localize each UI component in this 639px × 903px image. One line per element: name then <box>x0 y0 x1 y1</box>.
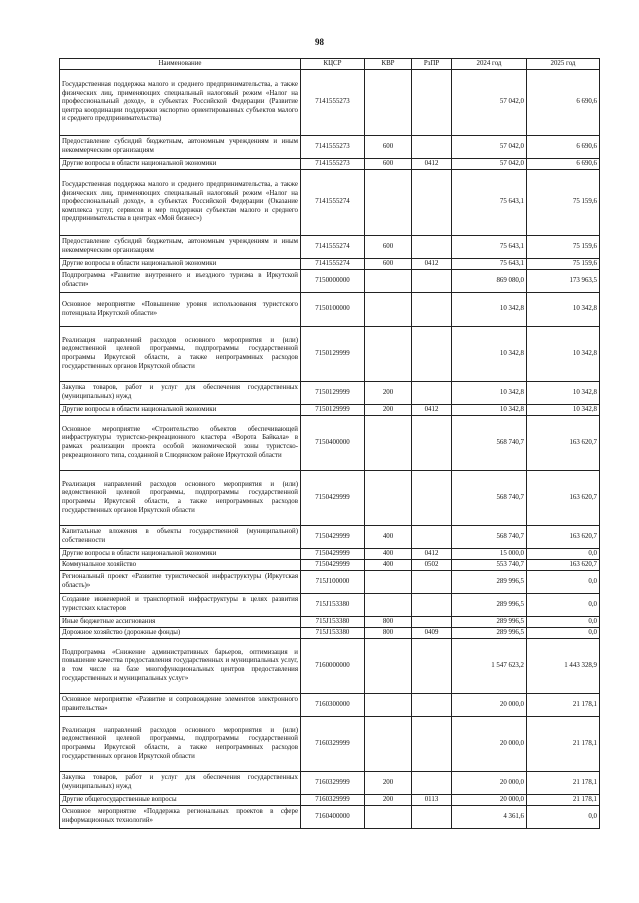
row-kvr: 200 <box>365 795 412 806</box>
table-row <box>60 639 600 694</box>
row-kcsr: 7160300000 <box>301 694 365 717</box>
row-name: Закупка товаров, работ и услуг для обеспечения государственных (муниципальных) нужд <box>60 382 301 405</box>
row-value-2025: 75 159,6 <box>527 170 600 236</box>
row-kcsr: 715J153380 <box>301 617 365 628</box>
row-kcsr: 7141555273 <box>301 70 365 136</box>
row-kvr <box>365 639 412 694</box>
row-value-2025: 0,0 <box>527 628 600 639</box>
row-rzpr <box>412 70 452 136</box>
row-rzpr: 0412 <box>412 549 452 560</box>
row-kvr: 600 <box>365 259 412 270</box>
row-value-2024: 57 042,0 <box>452 136 527 159</box>
row-kvr: 600 <box>365 136 412 159</box>
row-kvr <box>365 717 412 772</box>
row-kvr: 200 <box>365 772 412 795</box>
row-kvr: 400 <box>365 526 412 549</box>
row-kcsr: 7150129999 <box>301 382 365 405</box>
row-value-2025: 0,0 <box>527 571 600 594</box>
table-row <box>60 159 600 170</box>
column-header-kcsr: КЦСР <box>301 59 365 70</box>
row-rzpr: 0412 <box>412 259 452 270</box>
table-row <box>60 617 600 628</box>
row-value-2024: 57 042,0 <box>452 159 527 170</box>
row-value-2025: 10 342,8 <box>527 327 600 382</box>
row-rzpr <box>412 594 452 617</box>
table-row <box>60 694 600 717</box>
row-rzpr: 0113 <box>412 795 452 806</box>
row-kcsr: 7150400000 <box>301 416 365 471</box>
row-rzpr <box>412 416 452 471</box>
row-rzpr <box>412 526 452 549</box>
row-rzpr <box>412 170 452 236</box>
row-rzpr <box>412 571 452 594</box>
row-rzpr: 0412 <box>412 159 452 170</box>
row-value-2025: 10 342,8 <box>527 382 600 405</box>
table-row <box>60 327 600 382</box>
row-kcsr: 7160329999 <box>301 772 365 795</box>
row-kvr <box>365 694 412 717</box>
table-row <box>60 549 600 560</box>
row-kvr: 200 <box>365 405 412 416</box>
row-name: Основное мероприятие «Повышение уровня использования туристского потенциала Иркутской области» <box>60 293 301 327</box>
row-value-2024: 20 000,0 <box>452 795 527 806</box>
row-value-2024: 289 996,5 <box>452 628 527 639</box>
row-value-2024: 289 996,5 <box>452 571 527 594</box>
row-rzpr <box>412 327 452 382</box>
row-kvr <box>365 571 412 594</box>
row-kvr <box>365 594 412 617</box>
row-value-2025: 75 159,6 <box>527 259 600 270</box>
row-value-2025: 163 620,7 <box>527 416 600 471</box>
row-kcsr: 7150429999 <box>301 471 365 526</box>
row-kcsr: 7160329999 <box>301 795 365 806</box>
row-kvr <box>365 270 412 293</box>
row-value-2024: 568 740,7 <box>452 416 527 471</box>
row-value-2025: 0,0 <box>527 617 600 628</box>
row-value-2024: 75 643,1 <box>452 259 527 270</box>
table-row <box>60 594 600 617</box>
row-value-2024: 20 000,0 <box>452 694 527 717</box>
row-kvr: 400 <box>365 549 412 560</box>
row-value-2024: 75 643,1 <box>452 170 527 236</box>
row-name: Другие вопросы в области национальной экономики <box>60 405 301 416</box>
row-kvr <box>365 170 412 236</box>
row-rzpr <box>412 471 452 526</box>
table-row <box>60 170 600 236</box>
row-name: Другие вопросы в области национальной экономики <box>60 549 301 560</box>
row-value-2025: 21 178,1 <box>527 795 600 806</box>
budget-table <box>59 58 600 829</box>
row-value-2024: 568 740,7 <box>452 526 527 549</box>
row-value-2024: 568 740,7 <box>452 471 527 526</box>
row-rzpr <box>412 694 452 717</box>
row-value-2025: 0,0 <box>527 806 600 829</box>
row-value-2025: 21 178,1 <box>527 694 600 717</box>
table-row <box>60 259 600 270</box>
row-kcsr: 7150129999 <box>301 405 365 416</box>
row-name: Другие вопросы в области национальной экономики <box>60 159 301 170</box>
table-body <box>60 70 600 829</box>
row-kcsr: 7141555274 <box>301 259 365 270</box>
row-value-2024: 10 342,8 <box>452 327 527 382</box>
row-value-2025: 163 620,7 <box>527 526 600 549</box>
row-name: Закупка товаров, работ и услуг для обеспечения государственных (муниципальных) нужд <box>60 772 301 795</box>
row-value-2025: 21 178,1 <box>527 717 600 772</box>
row-rzpr <box>412 806 452 829</box>
row-value-2025: 163 620,7 <box>527 471 600 526</box>
row-name: Коммунальное хозяйство <box>60 560 301 571</box>
row-kcsr: 715J153380 <box>301 594 365 617</box>
table-row <box>60 70 600 136</box>
row-rzpr <box>412 617 452 628</box>
row-name: Другие общегосударственные вопросы <box>60 795 301 806</box>
row-value-2025: 21 178,1 <box>527 772 600 795</box>
table-row <box>60 471 600 526</box>
row-name: Подпрограмма «Развитие внутреннего и въездного туризма в Иркутской области» <box>60 270 301 293</box>
row-value-2025: 0,0 <box>527 549 600 560</box>
row-value-2024: 57 042,0 <box>452 70 527 136</box>
row-rzpr <box>412 293 452 327</box>
row-kcsr: 7150100000 <box>301 293 365 327</box>
table-row <box>60 270 600 293</box>
row-value-2025: 0,0 <box>527 594 600 617</box>
row-value-2024: 10 342,8 <box>452 382 527 405</box>
row-value-2025: 6 690,6 <box>527 70 600 136</box>
row-kvr: 400 <box>365 560 412 571</box>
table-header-row <box>60 59 600 70</box>
row-value-2024: 75 643,1 <box>452 236 527 259</box>
table-row <box>60 382 600 405</box>
row-kvr: 600 <box>365 236 412 259</box>
row-name: Другие вопросы в области национальной экономики <box>60 259 301 270</box>
row-kvr <box>365 471 412 526</box>
row-rzpr <box>412 717 452 772</box>
row-rzpr <box>412 382 452 405</box>
row-kvr <box>365 327 412 382</box>
row-name: Капитальные вложения в объекты государственной (муниципальной) собственности <box>60 526 301 549</box>
table-row <box>60 236 600 259</box>
table-row <box>60 560 600 571</box>
table-row <box>60 628 600 639</box>
row-kvr <box>365 806 412 829</box>
row-kvr <box>365 293 412 327</box>
row-kcsr: 7141555273 <box>301 159 365 170</box>
row-kvr <box>365 70 412 136</box>
row-kcsr: 7141555274 <box>301 170 365 236</box>
row-name: Предоставление субсидий бюджетным, автономным учреждениям и иным некоммерческим организациям <box>60 236 301 259</box>
table-row <box>60 772 600 795</box>
row-value-2024: 553 740,7 <box>452 560 527 571</box>
row-rzpr <box>412 772 452 795</box>
row-value-2025: 10 342,8 <box>527 405 600 416</box>
row-value-2024: 20 000,0 <box>452 772 527 795</box>
row-value-2024: 289 996,5 <box>452 594 527 617</box>
table-row <box>60 717 600 772</box>
row-kcsr: 7141555273 <box>301 136 365 159</box>
row-value-2025: 10 342,8 <box>527 293 600 327</box>
table-row <box>60 795 600 806</box>
row-value-2024: 289 996,5 <box>452 617 527 628</box>
row-value-2025: 75 159,6 <box>527 236 600 259</box>
column-header-2024: 2024 год <box>452 59 527 70</box>
row-name: Государственная поддержка малого и среднего предпринимательства, а также физических лиц, применяющих специальный налоговый режим «Налог на профессиональный доход», в субъектах Российской Федерации (Развитие центра координации поддержки экспортно ориентированных субъектов малого и среднего предпринимательства) <box>60 70 301 136</box>
row-value-2024: 4 361,6 <box>452 806 527 829</box>
row-value-2025: 6 690,6 <box>527 159 600 170</box>
row-value-2024: 20 000,0 <box>452 717 527 772</box>
column-header-rzpr: РзПР <box>412 59 452 70</box>
row-value-2024: 10 342,8 <box>452 293 527 327</box>
row-rzpr: 0502 <box>412 560 452 571</box>
row-kcsr: 7150429999 <box>301 549 365 560</box>
row-kvr: 200 <box>365 382 412 405</box>
row-name: Реализация направлений расходов основного мероприятия и (или) ведомственной целевой программы, подпрограммы государственной программы Иркутской области, а также непрограммных расходов государственных органов Иркутской области <box>60 327 301 382</box>
row-kcsr: 7160000000 <box>301 639 365 694</box>
column-header-2025: 2025 год <box>527 59 600 70</box>
row-value-2025: 173 963,5 <box>527 270 600 293</box>
row-name: Реализация направлений расходов основного мероприятия и (или) ведомственной целевой программы, подпрограммы государственной программы Иркутской области, а также непрограммных расходов государственных органов Иркутской области <box>60 717 301 772</box>
column-header-kvr: КВР <box>365 59 412 70</box>
row-name: Подпрограмма «Снижение административных барьеров, оптимизация и повышение качества предоставления государственных и муниципальных услуг, в том числе на базе многофункциональных центров предоставления государственных и муниципальных услуг» <box>60 639 301 694</box>
row-rzpr <box>412 236 452 259</box>
row-kcsr: 715J153380 <box>301 628 365 639</box>
row-value-2025: 6 690,6 <box>527 136 600 159</box>
row-name: Реализация направлений расходов основного мероприятия и (или) ведомственной целевой программы, подпрограммы государственной программы Иркутской области, а также непрограммных расходов государственных органов Иркутской области <box>60 471 301 526</box>
row-rzpr <box>412 136 452 159</box>
row-kcsr: 715J100000 <box>301 571 365 594</box>
row-kcsr: 7160400000 <box>301 806 365 829</box>
row-kcsr: 7150429999 <box>301 560 365 571</box>
row-kvr: 800 <box>365 617 412 628</box>
row-value-2024: 869 080,0 <box>452 270 527 293</box>
row-value-2024: 10 342,8 <box>452 405 527 416</box>
table-row <box>60 416 600 471</box>
row-name: Основное мероприятие «Развитие и сопровождение элементов электронного правительства» <box>60 694 301 717</box>
row-name: Создание инженерной и транспортной инфраструктуры в целях развития туристских кластеров <box>60 594 301 617</box>
row-name: Основное мероприятие «Строительство объектов обеспечивающей инфраструктуры туристско-рекреационного кластера «Ворота Байкала» в рамках реализации проекта особой экономической зоны туристско-рекреационного типа, созданной в Слюдянском районе Иркутской области <box>60 416 301 471</box>
row-name: Региональный проект «Развитие туристической инфраструктуры (Иркутская область)» <box>60 571 301 594</box>
row-value-2025: 163 620,7 <box>527 560 600 571</box>
row-kvr <box>365 416 412 471</box>
row-kcsr: 7150429999 <box>301 526 365 549</box>
table-row <box>60 571 600 594</box>
row-rzpr: 0409 <box>412 628 452 639</box>
table-row <box>60 806 600 829</box>
row-kcsr: 7150000000 <box>301 270 365 293</box>
row-name: Дорожное хозяйство (дорожные фонды) <box>60 628 301 639</box>
row-value-2025: 1 443 328,9 <box>527 639 600 694</box>
table-row <box>60 405 600 416</box>
table-row <box>60 136 600 159</box>
row-kvr: 800 <box>365 628 412 639</box>
row-rzpr <box>412 639 452 694</box>
row-rzpr: 0412 <box>412 405 452 416</box>
column-header-name: Наименование <box>60 59 301 70</box>
row-kvr: 600 <box>365 159 412 170</box>
table-row <box>60 526 600 549</box>
row-rzpr <box>412 270 452 293</box>
row-kcsr: 7141555274 <box>301 236 365 259</box>
row-name: Основное мероприятие «Поддержка региональных проектов в сфере информационных технологий» <box>60 806 301 829</box>
row-kcsr: 7150129999 <box>301 327 365 382</box>
row-value-2024: 15 000,0 <box>452 549 527 560</box>
row-name: Государственная поддержка малого и среднего предпринимательства, а также физических лиц, применяющих специальный налоговый режим «Налог на профессиональный доход», в субъектах Российской Федерации (Оказание комплекса услуг, сервисов и мер поддержки субъектам малого и среднего предпринимательства в центрах «Мой бизнес») <box>60 170 301 236</box>
row-name: Предоставление субсидий бюджетным, автономным учреждениям и иным некоммерческим организациям <box>60 136 301 159</box>
row-name: Иные бюджетные ассигнования <box>60 617 301 628</box>
page-number: 98 <box>315 37 324 47</box>
row-value-2024: 1 547 623,2 <box>452 639 527 694</box>
table-row <box>60 293 600 327</box>
row-kcsr: 7160329999 <box>301 717 365 772</box>
